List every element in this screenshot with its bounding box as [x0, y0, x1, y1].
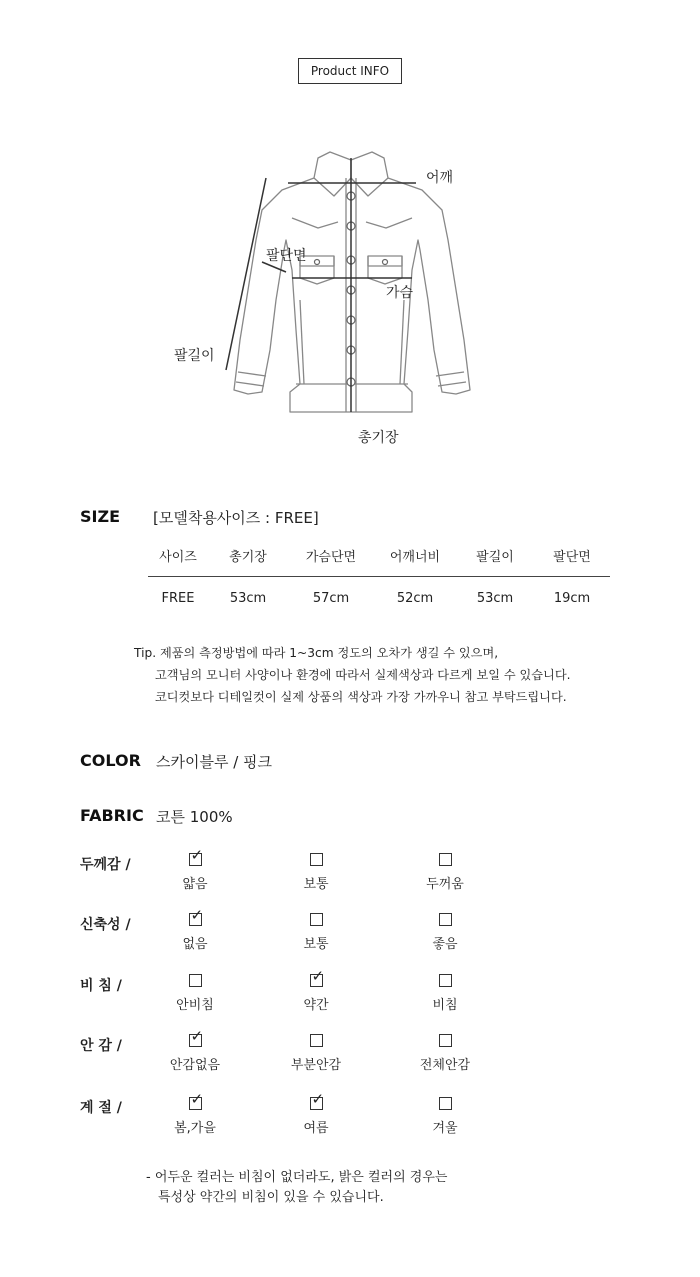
unchecked-checkbox — [310, 1034, 323, 1047]
option-label: 겨울 — [432, 1121, 458, 1136]
option-label: 전체안감 — [419, 1058, 471, 1073]
option-label: 부분안감 — [290, 1058, 342, 1073]
rating-option — [390, 1097, 500, 1136]
column-header: 사이즈 — [159, 550, 197, 565]
table-cell: 53cm — [476, 591, 514, 606]
chest-label: 가슴 — [386, 285, 414, 301]
size-key: SIZE — [80, 507, 121, 526]
check-icon: ✓ — [190, 1027, 204, 1045]
check-icon: ✓ — [190, 1090, 204, 1108]
check-icon: ✓ — [190, 846, 204, 864]
product-info-title: Product INFO — [298, 58, 402, 84]
option-label: 없음 — [182, 937, 208, 952]
rating-option — [390, 1034, 500, 1073]
column-header: 팔단면 — [553, 550, 591, 565]
option-label: 봄,가을 — [174, 1121, 216, 1136]
column-header: 팔길이 — [476, 550, 514, 565]
column-header: 가슴단면 — [305, 550, 357, 565]
unchecked-checkbox — [310, 853, 323, 866]
table-cell: 52cm — [396, 591, 434, 606]
rating-option — [261, 1090, 371, 1136]
checked-checkbox — [189, 1027, 204, 1047]
rating-option — [140, 974, 250, 1013]
unchecked-checkbox — [439, 913, 452, 926]
checked-checkbox — [310, 967, 325, 987]
note-line: - 어두운 컬러는 비침이 없더라도, 밝은 컬러의 경우는 — [146, 1170, 448, 1185]
rating-option — [390, 913, 500, 952]
checked-checkbox — [189, 846, 204, 866]
rating-option — [261, 967, 371, 1013]
option-label: 두꺼움 — [426, 877, 464, 892]
color-value: 스카이블루 / 핑크 — [156, 753, 273, 771]
shoulder-label: 어깨 — [426, 170, 454, 186]
checked-checkbox — [310, 1090, 325, 1110]
sheerness-label: 비 침 / — [80, 978, 122, 994]
total-length-label: 총기장 — [358, 430, 399, 446]
size-table — [148, 540, 610, 619]
check-icon: ✓ — [311, 1090, 325, 1108]
rating-option — [140, 906, 250, 952]
sheerness-note — [146, 1168, 447, 1208]
unchecked-checkbox — [439, 1034, 452, 1047]
unchecked-checkbox — [439, 1097, 452, 1110]
column-header: 어깨너비 — [389, 550, 441, 565]
season-label: 계 절 / — [80, 1100, 122, 1116]
check-icon: ✓ — [190, 906, 204, 924]
rating-option — [261, 913, 371, 952]
jacket-measurement-diagram — [0, 0, 700, 460]
unchecked-checkbox — [439, 853, 452, 866]
option-label: 보통 — [303, 877, 329, 892]
option-label: 여름 — [303, 1121, 329, 1136]
table-cell: 53cm — [229, 591, 267, 606]
table-cell: FREE — [161, 591, 195, 606]
tip-line: Tip. 제품의 측정방법에 따라 1~3cm 정도의 오차가 생길 수 있으며, — [134, 646, 499, 660]
checked-checkbox — [189, 1090, 204, 1110]
option-label: 안감없음 — [169, 1058, 221, 1073]
note-line: 특성상 약간의 비침이 있을 수 있습니다. — [158, 1190, 384, 1205]
check-icon: ✓ — [311, 967, 325, 985]
rating-option — [390, 853, 500, 892]
option-label: 비침 — [432, 998, 458, 1013]
option-label: 좋음 — [432, 937, 458, 952]
option-label: 보통 — [303, 937, 329, 952]
checked-checkbox — [189, 906, 204, 926]
stretch-label: 신축성 / — [80, 917, 131, 933]
fabric-value: 코튼 100% — [156, 808, 233, 826]
unchecked-checkbox — [439, 974, 452, 987]
unchecked-checkbox — [189, 974, 202, 987]
option-label: 얇음 — [182, 877, 208, 892]
option-label: 안비침 — [176, 998, 214, 1013]
rating-option — [140, 846, 250, 892]
sleeve-hem-label: 팔단면 — [266, 248, 307, 264]
table-cell: 19cm — [553, 591, 591, 606]
tip-line: 코디컷보다 디테일컷이 실제 상품의 색상과 가장 가까우니 참고 부탁드립니다. — [155, 690, 567, 704]
size-table-header — [148, 540, 610, 577]
table-cell: 57cm — [312, 591, 350, 606]
table-row — [148, 577, 610, 619]
tip-line: 고객님의 모니터 사양이나 환경에 따라서 실제색상과 다르게 보일 수 있습니다. — [155, 668, 571, 682]
rating-option — [140, 1027, 250, 1073]
fabric-key: FABRIC — [80, 806, 144, 825]
sleeve-length-label: 팔길이 — [174, 348, 215, 364]
option-label: 약간 — [303, 998, 329, 1013]
thickness-label: 두께감 / — [80, 857, 131, 873]
rating-option — [140, 1090, 250, 1136]
rating-option — [261, 1034, 371, 1073]
color-key: COLOR — [80, 751, 141, 770]
rating-option — [261, 853, 371, 892]
column-header: 총기장 — [229, 550, 267, 565]
lining-label: 안 감 / — [80, 1038, 122, 1054]
rating-option — [390, 974, 500, 1013]
unchecked-checkbox — [310, 913, 323, 926]
model-size: [모델착용사이즈 : FREE] — [153, 509, 319, 527]
measurement-tip — [134, 642, 570, 708]
